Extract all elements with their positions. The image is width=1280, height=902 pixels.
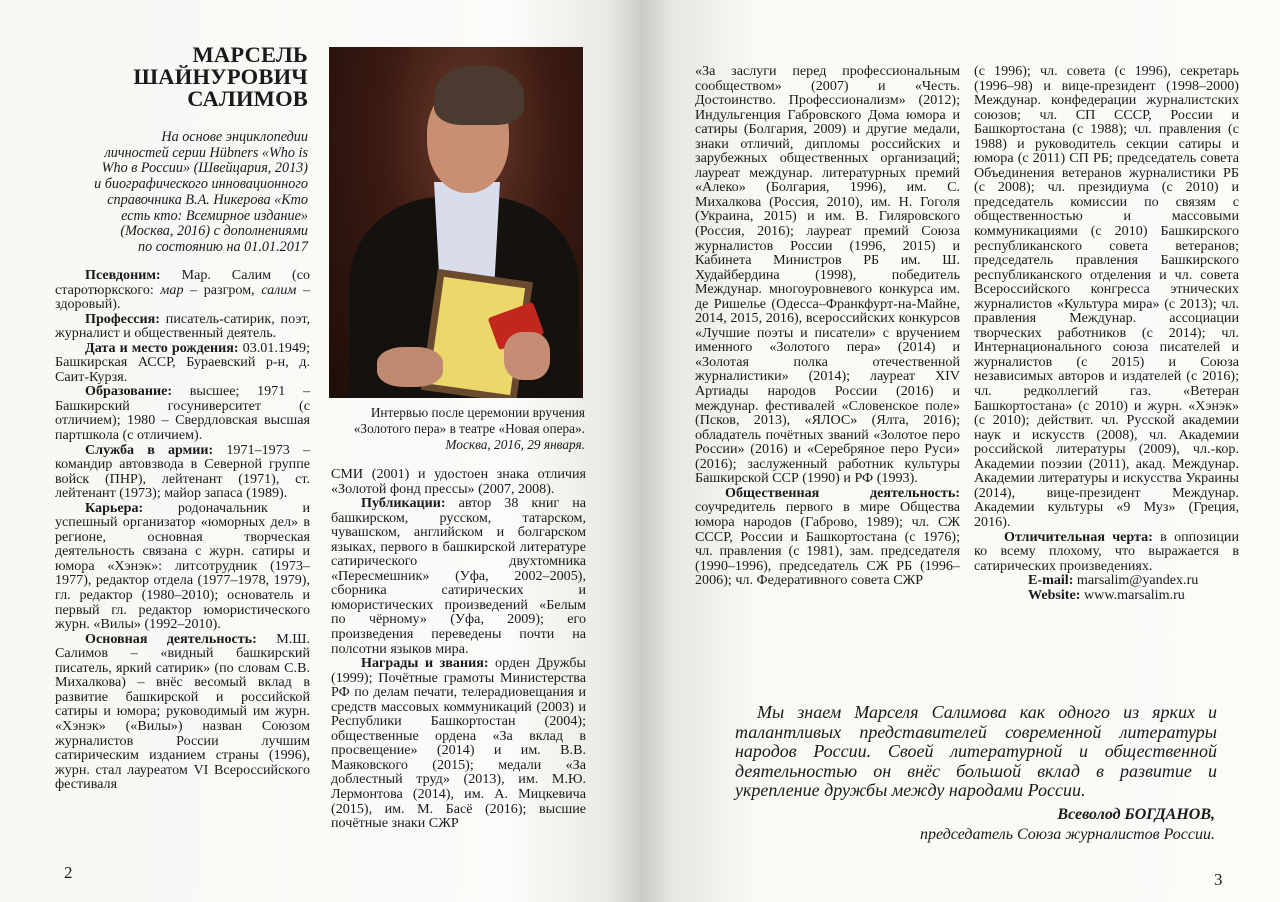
bio-paragraph: [55, 384, 310, 442]
section-label: Награды и звания:: [361, 655, 489, 672]
photo-caption: [331, 405, 585, 453]
signature-name: Всеволод БОГДАНОВ,: [1057, 806, 1215, 823]
paragraph-text: marsalim@yandex.ru: [1073, 572, 1199, 589]
section-label: Дата и место рождения:: [85, 339, 239, 356]
italic-term: мар: [160, 281, 184, 298]
section-label: Служба в армии:: [85, 441, 214, 458]
source-note-line: по состоянию на 01.01.2017: [137, 238, 308, 255]
bio-paragraph: [331, 496, 586, 656]
paragraph-text: (с 1996); чл. совета (с 1996), секретарь (1996–98) и вице-президент (1998–2000) Междунар. конфедерации журналистских союзов; чл. СП СССР, России и Башкортостана (с 1988); чл. правления (с 1988) и руководитель секции сатиры и юмора (с 2011) СП РБ; председатель совета Объединения ветеранов журналистики РБ (с 2008); чл. президиума (с 2010) и председатель комиссии по связям с общественностью и массовыми коммуникациями (с 2010) Башкирского республиканского совета ветеранов; председатель правления Башкирского республиканского отделения и чл. совета Всероссийского конгресса этнических журналистов «Культура мира» (с 2013); чл. правления Междунар. ассоциации творческих работников (с 2014); чл. Интернационального союза писателей и журналистов (с 2015) и Союза независимых авторов и издателей (с 2016); чл. редколлегий газ. «Ветеран Башкортостана» (с 2010) и журн. «Хэнэк» (с 2010); действит. чл. Русской академии наук и искусств (2008), чл. Академии российской литературы (2009), чл.-кор. Академии поэзии (2011), акад. Междунар. Академии литературы и искусства Украины (2014), вице-президент Междунар. Академии культуры «9 Муз» (Греция, 2016).: [974, 63, 1239, 530]
section-label: Профессия:: [85, 310, 160, 327]
bio-paragraph: [55, 632, 310, 792]
bio-paragraph: [55, 312, 310, 341]
bio-paragraph: [331, 467, 586, 496]
caption-line: Интервью после церемонии вручения: [370, 405, 585, 420]
title-line: МАРСЕЛЬ: [192, 42, 308, 67]
bio-paragraph: [55, 268, 310, 312]
source-note-line: На основе энциклопедии: [161, 129, 308, 145]
section-label: Публикации:: [361, 495, 446, 512]
page-number: 2: [64, 863, 73, 882]
page-number: 3: [1214, 870, 1223, 889]
paragraph-text: высшее; 1971 – Башкирский госуниверситет (с отличием); 1980 – Свердловская высшая партшкола (с отличием).: [55, 383, 310, 444]
bio-paragraph: [974, 530, 1239, 574]
bio-paragraph: [695, 486, 960, 588]
paragraph-text: – здоровый).: [55, 281, 310, 313]
text-column-4: [974, 64, 1239, 602]
section-label: Псевдоним:: [85, 267, 161, 283]
bio-paragraph: [55, 501, 310, 632]
paragraph-text: родоначальник и успешный организатор «юморных дел» в регионе, основная творческая деятельность связана с журн. сатиры и юмора «Хэнэк»: литсотрудник (1973–1977), редактор отдела (1977–1978, 1979), гл. редактор (1980–2010); основатель и первый гл. редактор юмористического журн. «Вилы» (1992–2010).: [55, 499, 310, 633]
quote-signature: [760, 805, 1215, 845]
paragraph-text: «За заслуги перед профессиональным сообществом» (2007) и «Честь. Достоинство. Профессионализм» (2012); Индульгенция Габровского Дома юмора и сатиры (Болгария, 2009) и другие медали, знаки отличий, дипломы российских и зарубежных общественных организаций; лауреат междунар. литературных премий «Алеко» (Болгария, 1996), им. С. Михалкова (Россия, 2010), им. Н. Гоголя (Украина, 2015) и им. В. Гиляровского (Россия, 2016); лауреат премий Союза журналистов России (1996, 2015) и Кабинета Министров РБ им. Ш. Худайбердина (1998), победитель Междунар. многоуровневого конкурса им. де Ришелье (Одесса–Франкфурт-на-Майне, 2014, 2015, 2016), всероссийских конкурсов «Лучшие поэты и писатели» с вручением именного «Золотого пера» (2014) и «Золотая полка отечественной журналистики» (2014); лауреат XIV Артиады народов России (2016) и междунар. фестивалей «Словенское поле» (Псков, 2013), «ЯЛОС» (Ялта, 2016); обладатель почётных званий «Золотое перо России» (2016) и «Серебряное перо Руси» (2016); заслуженный работник культуры Башкирской ССР (1990) и РФ (1993).: [695, 63, 960, 487]
paragraph-text: 03.01.1949; Башкирская АССР, Бураевский р-н, д. Саит-Курзя.: [55, 339, 310, 385]
section-label: Общественная деятельность:: [725, 484, 960, 501]
paragraph-text: Мар. Салим (со старотюркского:: [55, 267, 310, 298]
paragraph-text: орден Дружбы (1999); Почётные грамоты Министерства РФ по делам печати, телерадиовещания и средств массовых коммуникаций (2003) и Республики Башкортостан (2004); общественные ордена «За вклад в просвещение» (2014) и им. В.В. Маяковского (2015); медали «За доблестный труд» (2013), им. М.Ю. Лермонтова (2014), им. А. Мицкевича (2015), им. М. Басё (2016); высшие почётные знаки СЖР: [331, 655, 586, 832]
source-note-line: есть кто: Всемирное издание»: [121, 207, 308, 224]
section-label: Website:: [1028, 586, 1081, 603]
paragraph-text: в оппозиции ко всему плохому, что выражается в сатирических произведениях.: [974, 528, 1239, 574]
section-label: Основная деятельность:: [85, 630, 257, 647]
bio-paragraph: [55, 443, 310, 501]
section-label: Карьера:: [85, 499, 144, 516]
title-line: ШАЙНУРОВИЧ: [133, 64, 308, 89]
text-column-2: [331, 467, 586, 831]
source-note-line: личностей серии Hübners «Who is: [104, 144, 308, 161]
endorsement-quote: Мы знаем Марселя Салимова как одного из ярких и талантливых представителей современной литературы народов России. Своей литературной и общественной деятельностью он внёс большой вклад в развитие и укрепление дружбы между народами России.: [735, 702, 1217, 801]
paragraph-text: СМИ (2001) и удостоен знака отличия «Золотой фонд прессы» (2007, 2008).: [331, 466, 586, 497]
source-note-line: (Москва, 2016) с дополнениями: [120, 223, 308, 240]
page-title: [120, 44, 308, 110]
bio-paragraph: [974, 64, 1239, 530]
section-label: E-mail:: [1028, 572, 1074, 589]
text-column-3: [695, 64, 960, 588]
bio-paragraph: [974, 588, 1239, 603]
bio-paragraph: [55, 341, 310, 385]
bio-paragraph: [331, 656, 586, 831]
paragraph-text: – разгром,: [183, 281, 262, 298]
text-column-1: [55, 268, 310, 792]
portrait-photo: [329, 47, 583, 398]
source-note-line: и биографического инновационного: [94, 176, 308, 193]
paragraph-text: соучредитель первого в мире Общества юмора народов (Габрово, 1989); чл. СЖ СССР, России и Башкортостана (с 1976); чл. правления (с 1981), зам. председателя (1990–1996), председатель СЖ РБ (1996–2006); чл. Федеративного совета СЖР: [695, 499, 960, 589]
bio-paragraph: [695, 64, 960, 486]
bio-paragraph: [974, 573, 1239, 588]
source-note-line: Who в России» (Швейцария, 2013): [101, 160, 308, 177]
paragraph-text: автор 38 книг на башкирском, русском, татарском, чувашском, английском и болгарском языках, первого в башкирской литературе сатирического двухтомника «Пересмешник» (Уфа, 2002–2005), сборника сатирических и юмористических произведений «Белым по чёрному» (Уфа, 2009); его произведения переведены почти на полсотни языков мира.: [331, 495, 586, 657]
paragraph-text: 1971–1973 – командир автовзвода в Северной группе войск (ПНР), лейтенант (1971), ст. лейтенант (1973); майор запаса (1989).: [55, 441, 311, 502]
italic-term: салим: [261, 281, 297, 298]
title-line: САЛИМОВ: [187, 86, 308, 111]
caption-place-date: Москва, 2016, 29 января.: [445, 437, 585, 452]
paragraph-text: М.Ш. Салимов – «видный башкирский писатель, яркий сатирик» (по словам С.В. Михалкова) – внёс весомый вклад в развитие башкирской и российской сатиры и юмора; руководимый им журн. «Хэнэк» («Вилы») назван Союзом журналистов России лучшим сатирическим изданием страны (1996), журн. стал лауреатом VI Всероссийского фестиваля: [55, 630, 310, 793]
section-label: Отличительная черта:: [1004, 528, 1153, 545]
paragraph-text: www.marsalim.ru: [1080, 586, 1185, 603]
paragraph-text: писатель-сатирик, поэт, журналист и общественный деятель.: [55, 310, 310, 342]
caption-line: «Золотого пера» в театре «Новая опера».: [353, 421, 585, 436]
signature-role: председатель Союза журналистов России.: [920, 826, 1215, 843]
section-label: Образование:: [85, 383, 173, 400]
source-note-line: справочника В.А. Никерова «Кто: [107, 191, 308, 208]
source-note: [60, 130, 308, 256]
